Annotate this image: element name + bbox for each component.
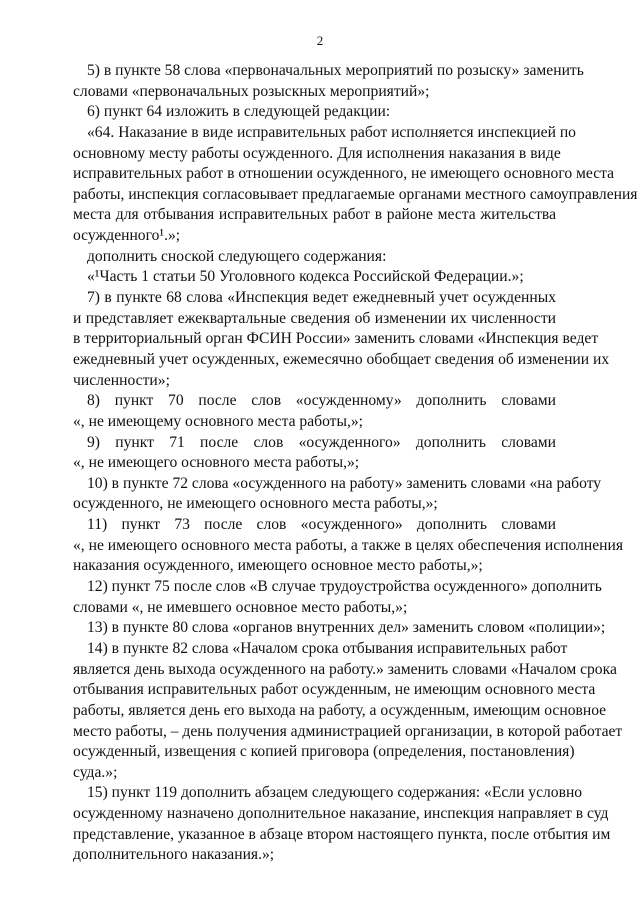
- paragraph: [73, 123, 638, 247]
- paragraph-line: осужденного, не имеющего основного места работы,»;: [73, 495, 438, 513]
- paragraph-line: «64. Наказание в виде исправительных работ исполняется инспекцией по: [87, 123, 576, 141]
- paragraph-line: осужденному назначено дополнительное наказание, инспекция направляет в суд: [73, 805, 609, 823]
- paragraph-line: основному месту работы осужденного. Для исполнения наказания в виде: [73, 144, 561, 162]
- paragraph-line: дополнить сноской следующего содержания:: [87, 247, 387, 265]
- paragraph: [73, 618, 606, 639]
- paragraph: [73, 247, 556, 268]
- paragraph-line: словами «первоначальных розыскных мероприятий»;: [73, 82, 430, 100]
- paragraph-line: дополнительного наказания.»;: [73, 846, 275, 864]
- paragraph-line: наказания осужденного, имеющего основное место работы,»;: [73, 557, 483, 575]
- paragraph-line: суда.»;: [73, 763, 118, 781]
- paragraph-line: 5) в пункте 58 слова «первоначальных мероприятий по розыску» заменить: [87, 62, 584, 79]
- paragraph-line: осужденный, извещения с копией приговора (определения, постановления): [73, 743, 575, 761]
- paragraph-line: 8) пункт 70 после слов «осужденному» дополнить словами: [87, 392, 556, 410]
- paragraph-line: работы, инспекция согласовывает предлагаемые органами местного самоуправления: [73, 185, 638, 203]
- paragraph-line: является день выхода осужденного на работу.» заменить словами «Началом срока: [73, 660, 617, 678]
- paragraph-line: «¹Часть 1 статьи 50 Уголовного кодекса Российской Федерации.»;: [87, 268, 524, 286]
- paragraph-line: «, не имеющего основного места работы,»;: [73, 454, 360, 472]
- paragraph-line: 11) пункт 73 после слов «осужденного» дополнить словами: [87, 516, 556, 534]
- paragraph-line: представление, указанное в абзаце втором настоящего пункта, после отбытия им: [73, 825, 611, 843]
- paragraph: [73, 474, 602, 515]
- paragraph-line: в территориальный орган ФСИН России» заменить словами «Инспекция ведет: [73, 330, 599, 348]
- paragraph: [73, 267, 556, 288]
- paragraph-line: 14) в пункте 82 слова «Началом срока отбывания исправительных работ: [87, 639, 568, 657]
- paragraph: [73, 639, 623, 783]
- paragraph: [73, 102, 556, 123]
- paragraph-line: 15) пункт 119 дополнить абзацем следующего содержания: «Если условно: [87, 784, 583, 802]
- paragraph-line: словами «, не имевшего основное место работы,»;: [73, 598, 408, 616]
- paragraph-line: 10) в пункте 72 слова «осужденного на работу» заменить словами «на работу: [87, 474, 602, 492]
- page-number: 2: [316, 33, 324, 48]
- paragraph-line: 7) в пункте 68 слова «Инспекция ведет ежедневный учет осужденных: [87, 289, 556, 307]
- paragraph: [73, 783, 611, 866]
- paragraph: [73, 61, 584, 102]
- paragraph: [73, 288, 610, 391]
- paragraph-line: 6) пункт 64 изложить в следующей редакции:: [87, 103, 391, 121]
- paragraph-line: и представляет ежеквартальные сведения об изменении их численности: [73, 309, 556, 327]
- document-body: [73, 61, 638, 866]
- paragraph-line: место работы, – день получения администрацией организации, в которой работает: [73, 722, 623, 740]
- paragraph: [73, 433, 556, 474]
- paragraph-line: места для отбывания исправительных работ в районе места жительства: [73, 206, 556, 224]
- paragraph-line: численности»;: [73, 371, 170, 389]
- paragraph-line: исправительных работ в отношении осужденного, не имеющего основного места: [73, 165, 615, 183]
- paragraph-line: 13) в пункте 80 слова «органов внутренних дел» заменить словом «полиции»;: [87, 619, 606, 637]
- paragraph-line: «, не имеющему основного места работы,»;: [73, 412, 363, 430]
- paragraph-line: осужденного¹.»;: [73, 227, 181, 245]
- paragraph: [73, 515, 624, 577]
- paragraph-line: отбывания исправительных работ осужденным, не имеющим основного места: [73, 681, 596, 699]
- paragraph-line: работы, является день его выхода на работу, а осужденным, имеющим основное: [73, 701, 607, 719]
- paragraph: [73, 577, 602, 618]
- paragraph-line: 9) пункт 71 после слов «осужденного» дополнить словами: [87, 433, 556, 451]
- paragraph-line: 12) пункт 75 после слов «В случае трудоустройства осужденного» дополнить: [87, 578, 602, 596]
- paragraph-line: ежедневный учет осужденных, ежемесячно обобщает сведения об изменении их: [73, 350, 610, 368]
- paragraph: [73, 391, 556, 432]
- paragraph-line: «, не имеющего основного места работы, а также в целях обеспечения исполнения: [73, 536, 624, 554]
